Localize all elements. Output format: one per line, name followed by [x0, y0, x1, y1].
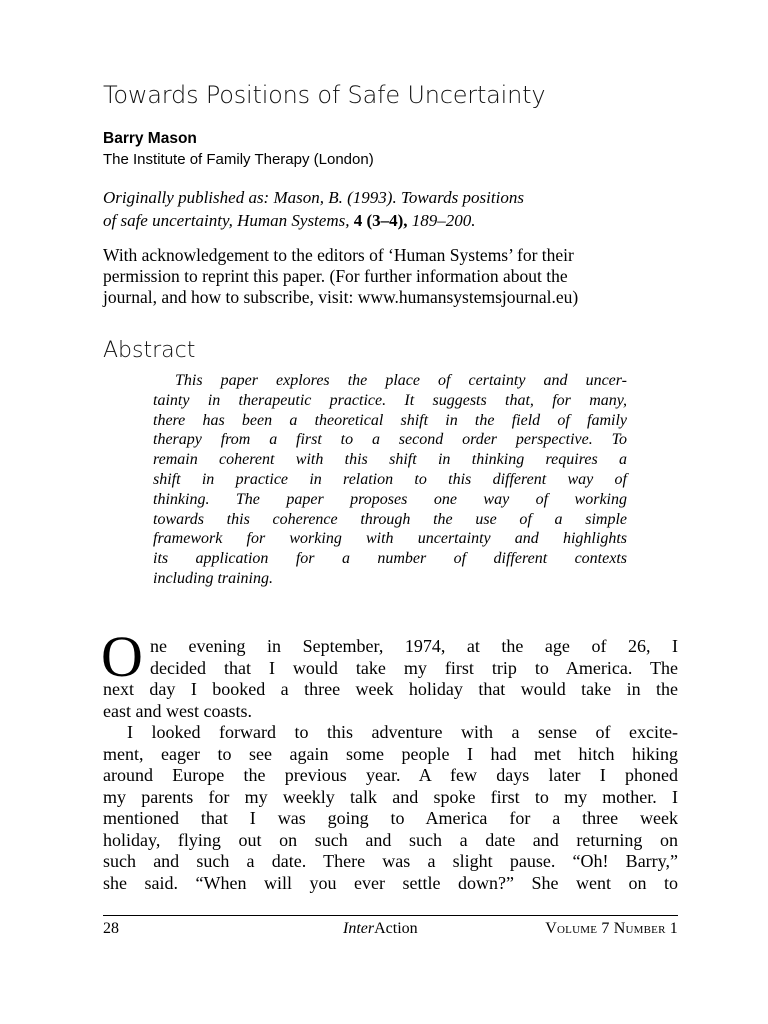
ack-line: journal, and how to subscribe, visit: www.humansystemsjournal.eu) [103, 287, 579, 307]
page-footer [103, 918, 678, 940]
abstract-line: remain coherent with this shift in thinking requires a [153, 451, 627, 469]
body-line: she said. “When will you ever settle down?” She went on to [103, 872, 678, 893]
ack-line: With acknowledgement to the editors of ‘Human Systems’ for their [103, 245, 574, 265]
abstract-line: This paper explores the place of certainty and uncer- [175, 372, 627, 389]
publication-citation [103, 186, 678, 232]
ack-line: permission to reprint this paper. (For further information about the [103, 266, 568, 286]
citation-pre: of safe uncertainty, Human Systems, [103, 211, 354, 230]
body-line: mentioned that I was going to America for a three week [103, 808, 678, 828]
citation-pages: 189–200. [407, 211, 476, 230]
abstract-line: there has been a theoretical shift in the field of family [153, 411, 627, 429]
abstract-line: framework for working with uncertainty and highlights [153, 530, 627, 548]
page-number: 28 [103, 920, 119, 937]
abstract-line: including training. [153, 569, 273, 587]
abstract-line: tainty in therapeutic practice. It suggests that, for many, [153, 391, 627, 409]
footer-rule [103, 915, 678, 916]
journal-name-italic: Inter [343, 920, 375, 937]
body-line: such and such a date. There was a slight pause. “Oh! Barry,” [103, 851, 678, 871]
body-line: I looked forward to this adventure with a sense of excite- [127, 722, 678, 742]
abstract-line: shift in practice in relation to this different way of [153, 470, 627, 488]
body-text [103, 636, 678, 894]
body-line: my parents for my weekly talk and spoke first to my mother. I [103, 786, 678, 807]
citation-line-1: Originally published as: Mason, B. (1993). Towards positions [103, 188, 524, 207]
author-affiliation: The Institute of Family Therapy (London) [103, 151, 374, 168]
body-line: next day I booked a three week holiday that would take in the [103, 679, 678, 699]
body-line: holiday, flying out on such and such a date and returning on [103, 829, 678, 850]
abstract-heading: Abstract [103, 338, 196, 363]
abstract-line: its application for a number of different contexts [153, 550, 627, 568]
body-line: decided that I would take my first trip to America. The [150, 657, 678, 678]
body-line: ne evening in September, 1974, at the age of 26, I [150, 636, 678, 656]
body-line: east and west coasts. [103, 700, 252, 721]
body-line: around Europe the previous year. A few days later I phoned [103, 765, 678, 785]
citation-volume: 4 (3–4), [353, 211, 408, 230]
abstract-line: thinking. The paper proposes one way of working [153, 490, 627, 508]
acknowledgement [103, 245, 688, 308]
citation-line-2 [103, 209, 678, 232]
journal-name [343, 918, 418, 940]
abstract-text [153, 371, 627, 589]
author-name: Barry Mason [103, 130, 197, 147]
body-line: ment, eager to see again some people I had met hitch hiking [103, 743, 678, 764]
volume-number: Volume 7 Number 1 [545, 920, 678, 937]
page-title: Towards Positions of Safe Uncertainty [103, 81, 546, 109]
abstract-line: therapy from a first to a second order perspective. To [153, 431, 627, 449]
drop-cap: O [101, 624, 143, 689]
journal-name-rest: Action [374, 920, 418, 937]
abstract-line: towards this coherence through the use of a simple [153, 510, 627, 528]
